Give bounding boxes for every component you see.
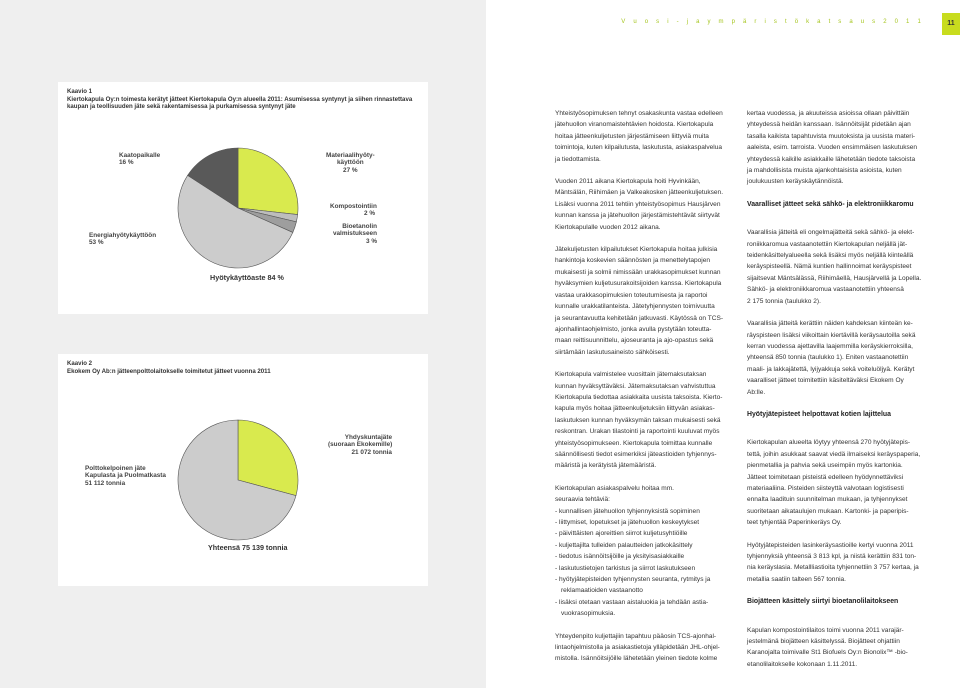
figure-1 <box>58 82 428 314</box>
label-energiahyotykaytto: Energiahyötykäyttöön 53 % <box>89 232 157 247</box>
list-item: - liittymiset, lopetukset ja jätehuollon keskeytykset <box>555 519 700 526</box>
section-heading: Biojätteen käsittely siirtyi bioetanolilaitokseen <box>747 598 899 606</box>
figure-1-label: Kaavio 1 <box>67 88 93 95</box>
section-heading: Vaaralliset jätteet sekä sähkö- ja elektroniikkaromu <box>747 200 914 208</box>
list-item: - tiedotus isännöitsijöille ja yksityisasiakkaille <box>555 553 685 561</box>
list-item: - lisäksi otetaan vastaan aistaluokia ja tehdään astia- <box>555 598 709 606</box>
list-item: vuokrasopimuksia. <box>561 610 616 618</box>
label-bioetanoli: Bioetanolin valmistukseen 3 % <box>332 223 377 245</box>
pie-slice-materiaali <box>238 148 298 215</box>
label-kaatopaikalle: Kaatopaikalle 16 % <box>119 152 161 167</box>
right-page <box>486 0 960 688</box>
paragraph: Kiertokapulan asiakaspalvelu hoitaa mm. seuraavia tehtäviä: <box>555 484 675 504</box>
list-item: reklamaatioiden vastaanotto <box>561 587 643 595</box>
figure-1-caption-line: kaupan ja teollisuuden jäte sekä rakentamisessa ja purkamisessa syntynyt jäte <box>67 103 296 111</box>
label-materiaalihyotykaytto: Materiaalihyöty- käyttöön 27 % <box>326 152 375 174</box>
section-heading: Hyötyjätepisteet helpottavat kotien lajittelua <box>747 410 891 418</box>
hyotykayttoaste-summary: Hyötykäyttöaste 84 % <box>210 273 284 282</box>
text-column-2: kertaa vuodessa, ja akuuteissa asioissa ollaan päivittäin yhteydessä heidän kanssaan. Isännöitsijät pidetään ajan tasalla kaikista tapahtuvista muutoksista ja uusista materi- aaleista, esim. tarroista. Vuoden ensimmäisen laskutuksen yhteydessä kaikille asiakkaille lähetetään tiedote taksoista ja mahdollisista muista ajankohtaisista asioista, kuten joulukuusten keräyskäytännöistä. Vaaralliset jätteet sekä sähkö- ja elektroniikkaromu Vaarallisia jätteitä eli ongelmajätteitä sekä sähkö- ja elekt- roniikkaromua vastaanotettiin Kiertokapulan neljällä jät- teidenkäsittelyalueella sekä lisäksi myös neljällä kiinteällä keräyspisteellä. Nämä kuntien hallinnoimat keräyspisteet sijaitsevat Mäntsälässä, Riihimäellä, Hausjärvellä ja Lopella. Sähkö- ja elektroniikkaromua vastaanotettiin yhteensä 2 175 tonnia (taulukko 2). Vaarallisia jätteitä kerättiin näiden kahdeksan kiinteän ke- räyspisteen lisäksi viikoittain kiertävillä keräysautoilla sekä kerran vuodessa ajettavilla laajemmilla keräyskierroksilla, yhteensä 850 tonnia (taulukko 1). Eniten vastaanotettiin maali- ja lakkajätettä, lyijyakkuja sekä voiteluöljyä. Kerätyt vaaralliset jätteet toimitettiin käsiteltäväksi Ekokem Oy Ab:lle. Hyötyjätepisteet helpottavat kotien lajittelua Kiertokapulan alueelta löytyy yhteensä 270 hyötyjätepis- tettä, joihin asukkaat saavat viedä ilmaiseksi keräyspaperia, pienmetallia ja pahvia sekä useimpiin myös kartonkia. Jätteet toimitetaan pisteistä edelleen hyödynnettäviksi materiaaliina. Pisteiden siisteyttä valvotaan logistisesti ennalta laadituin suunnitelman mukaan, ja tyhjennykset suoritetaan aikataulujen mukaan. Kartonki- ja paperipis- teet tyhjentää Paperinkeräys Oy. Hyötyjätepisteiden lasinkeräysastioille kertyi vuonna 2011 tyhjennyksiä yhteensä 3 813 kpl, ja niistä kerättiin 831 ton- nia keräyslasia. Metallliastioita tyhjennettiin 3 757 kertaa, ja metallia saatiin talteen 567 tonnia. Biojätteen käsittely siirtyi bioetanolilaitokseen Kapulan kompostointilaitos toimi vuonna 2011 varajär- jestelmänä biojätteen käsittelyssä. Biojätteet ohjattiin Karanojalta toimivalle St1 Biofuels Oy:n Bionolix™ -bio- etanolilaitokselle kokonaan 1.11.2011. <box>747 97 929 681</box>
label-yhdyskuntajate: Yhdyskuntajäte (suoraan Ekokemille) 21 072 tonnia <box>328 434 393 456</box>
list-item: - päivittäisten ajoreittien siirrot kuljetusyhtiöille <box>555 530 688 538</box>
list-item: - hyötyjätepisteiden tyhjennysten seuranta, rytmitys ja <box>555 576 711 584</box>
text-column-1: Yhteistyösopimuksen tehnyt osakaskunta vastaa edelleen jätehuollon viranomaistehtävien hoidosta. Kiertokapula hoitaa jätteenkuljetusten järjestämiseen liittyviä muita toimintoja, kuten kilpailutusta, laskutusta, asiakaspalvelua ja tiedottamista. Vuoden 2011 aikana Kiertokapula hoiti Hyvinkään, Mäntsälän, Riihimäen ja Valkeakosken jätteenkuljetuksen. Lisäksi vuonna 2011 tehtiin yhteistyösopimus Hausjärven kunnan kanssa ja jätehuollon järjestämistehtävät siirtyvät Kiertokapulalle vuoden 2012 aikana. Jätekuljetusten kilpailutukset Kiertokapula hoitaa julkisia hankintoja koskevien säännösten ja menettelytapojen mukaisesti ja solmii nimissään urakkasopimukset kunnan hyväksymien kuljetusurakoitsijoiden kanssa. Kiertokapula vastaa urakkasopimuksien toteutumisesta ja raportoi kunnalle urakkatilanteista. Jätetyhjennysten toimivuutta ja seurantavuutta kehitetään jatkuvasti. Käytössä on TCS- ajonhallintaohjelmisto, jonka avulla pystytään toteutta- maan reittisuunnittelu, ajoseuranta ja ajo-opastus sekä siirtämään laskutusaineisto sähköisesti. Kiertokapula valmistelee vuosittain jätemaksutaksan kunnan hyväksyttäväksi. Jätemaksutaksan vahvistuttua Kiertokapula tiedottaa asiakkaita uusista taksoista. Kierto- kapula myös hoitaa jätteenkuljetuksiin liittyvän asiakas- laskutuksen kunnan hyväksymän taksan mukaisesti sekä reskontran. Urakan tilastointi ja raportointi kuuluvat myös yhteistyösopimukseen. Kiertokapula toimittaa kunnalle säännöllisesti tiedot esimerkiksi jäteastioiden tyhjennys- määristä ja kerätyistä jätemääristä. Kiertokapulan asiakaspalvelu hoitaa mm. seuraavia tehtäviä: - kunnallisen jätehuollon tyhjennyksistä sopiminen - liittymiset, lopetukset ja jätehuollon keskeytykset - päivittäisten ajoreittien siirrot kuljetusyhtiöille - kuljettajilta tulleiden palautteiden jatkokäsittely - tiedotus isännöitsijöille ja yksityisasiakkaille - laskutustietojen tarkistus ja siirrot laskutukseen - hyötyjätepisteiden tyhjennysten seuranta, rytmitys ja reklamaatioiden vastaanotto - lisäksi otetaan vastaan aistaluokia ja tehdään astia- vuokrasopimuksia. Yhteydenpito kuljettajiin tapahtuu pääosin TCS-ajonhal- lintaohjelmistolla ja asiakastietoja ylläpidetään JHL-ohjel- mistolla. Isännöitsijöille lähetetään yleinen tiedote kolme <box>555 97 733 676</box>
page-header <box>486 0 960 46</box>
list-item: - kunnallisen jätehuollon tyhjennyksistä sopiminen <box>555 507 700 515</box>
figure-2-label: Kaavio 2 <box>67 360 93 367</box>
running-title: V u o s i - j a y m p ä r i s t ö k a t s a u s 2 0 1 1 <box>621 19 924 25</box>
figure-2 <box>58 354 428 586</box>
label-polttokelpoinen-jate: Polttokelpoinen jäte Kapulasta ja Puolmatkasta 51 112 tonnia <box>85 465 166 487</box>
list-item: - laskutustietojen tarkistus ja siirrot laskutukseen <box>555 564 696 572</box>
task-list <box>555 506 733 620</box>
page-number: 11 <box>942 13 960 35</box>
figure-1-caption-line: Kiertokapula Oy:n toimesta kerätyt jätteet Kiertokapula Oy:n alueella 2011: Asumisessa syntynyt ja siihen rinnastettava <box>67 95 413 103</box>
yhteensa-total: Yhteensä 75 139 tonnia <box>208 543 288 552</box>
label-kompostointi: Kompostointiin 2 % <box>330 203 377 218</box>
figure-2-caption-line: Ekokem Oy Ab:n jätteenpolttolaitokselle toimitetut jätteet vuonna 2011 <box>67 367 271 375</box>
list-item: - kuljettajilta tulleiden palautteiden jatkokäsittely <box>555 541 693 549</box>
